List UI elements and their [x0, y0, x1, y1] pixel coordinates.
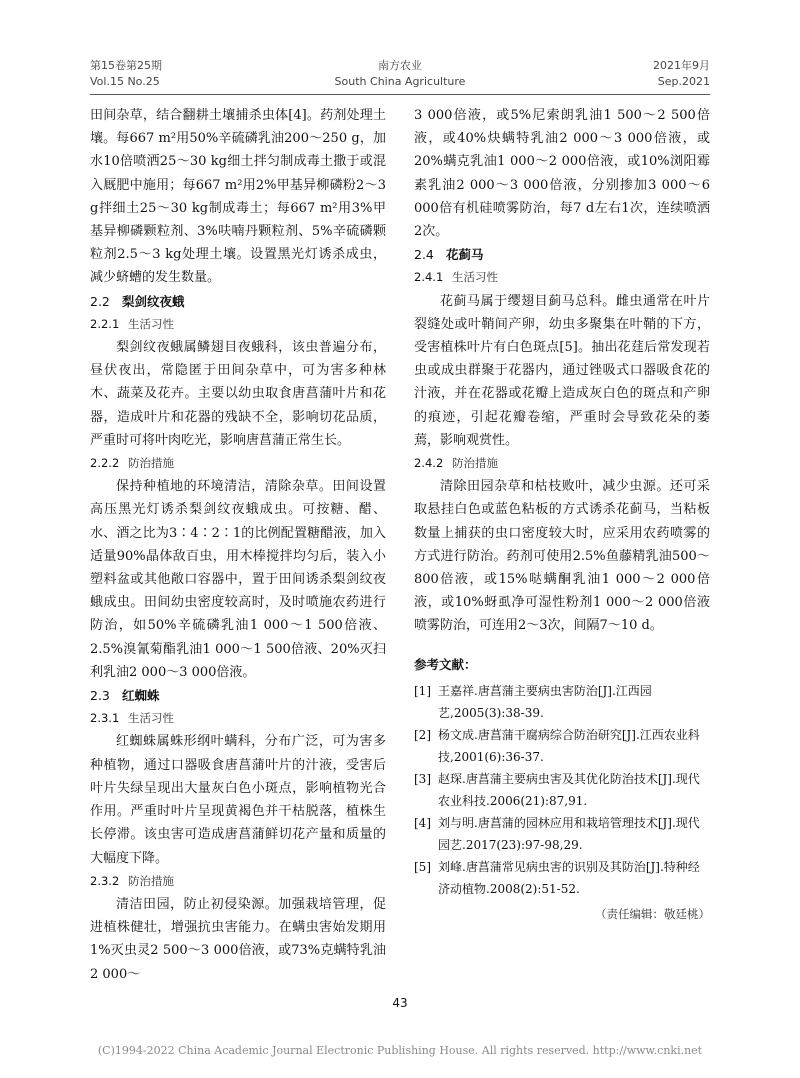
reference-number: [2]: [414, 727, 431, 742]
date-en: Sep.2021: [657, 75, 710, 88]
subsection-number: 2.4.1: [414, 270, 444, 285]
subsection-number: 2.3.1: [90, 711, 120, 726]
issue-cn: 第15卷第25期: [90, 59, 162, 72]
section-heading-2-2: [90, 290, 386, 313]
section-heading-2-4: [414, 243, 710, 266]
reference-number: [4]: [414, 815, 431, 830]
paragraph: 花蓟马属于缨翅目蓟马总科。雌虫通常在叶片裂缝处或叶鞘间产卵，幼虫多聚集在叶鞘的下方，受害植株叶片有白色斑点[5]。抽出花莛后常发现若虫或成虫群聚于花器内，通过锉吸式口器吸食花的汁液，并在花器或花瓣上造成灰白色的斑点和产卵的痕迹，引起花瓣卷缩，严重时会导致花朵的萎蔫，影响观赏性。: [414, 293, 710, 448]
subsection-heading-2-3-1: [90, 707, 386, 730]
paragraph: 3 000倍液，或5%尼索朗乳油1 500～2 500倍液，或40%炔螨特乳油2 000～3 000倍液，或20%螨克乳油1 000～2 000倍液，或10%浏阳霉素乳油2 000～3 000倍液，分别掺加3 000～6 000倍有机硅喷雾防治，每7 d左右1次，连续喷洒2次。: [414, 108, 710, 240]
responsible-editor: （责任编辑：敬廷桃）: [595, 906, 710, 921]
paragraph: 田间杂草，结合翻耕土壤捕杀虫体[4]。药剂处理土壤。每667 m²用50%辛硫磷乳油200～250 g，加水10倍喷洒25～30 kg细土拌匀制成毒土撒于或混入厩肥中施用；每667 m²用2%甲基异柳磷粉2～3 g拌细土25～30 kg制成毒土；每667 m²用3%甲基异柳磷颗粒剂、3%呋喃丹颗粒剂、5%辛硫磷颗粒剂2.5～3 kg处理土壤。设置黑光灯诱杀成虫，减少蛴螬的发生数量。: [90, 108, 386, 286]
paragraph: 保持种植地的环境清洁，清除杂草。田间设置高压黑光灯诱杀梨剑纹夜蛾成虫。可按糖、醋、水、酒之比为3∶4∶2∶1的比例配置糖醋液，加入适量90%晶体敌百虫，用木棒搅拌均匀后，装入小塑料盆或其他敞口容器中，置于田间诱杀梨剑纹夜蛾成虫。田间幼虫密度较高时，及时喷施农药进行防治，如50%辛硫磷乳油1 000～1 500倍液、2.5%溴氰菊酯乳油1 000～1 500倍液、20%灭扫利乳油2 000～3 000倍液。: [90, 479, 386, 680]
issue-en: Vol.15 No.25: [90, 75, 160, 88]
subsection-number: 2.2.1: [90, 316, 120, 331]
section-number: 2.3: [90, 688, 110, 704]
subsection-title: 生活习性: [128, 711, 174, 726]
subsection-title: 生活习性: [452, 270, 498, 285]
section-title: 花蓟马: [446, 247, 484, 263]
references: [414, 654, 710, 926]
right-column: [414, 104, 710, 926]
paragraph: 清洁田园，防止初侵染源。加强栽培管理，促进植株健壮，增强抗虫害能力。在螨虫害始发期用1%灭虫灵2 500～3 000倍液，或73%克螨特乳油2 000～: [90, 896, 386, 982]
paragraph: 红蜘蛛属蛛形纲叶螨科，分布广泛，可为害多种植物，通过口器吸食唐菖蒲叶片的汁液，受害后叶片失绿呈现出大量灰白色小斑点，影响植物光合作用。严重时叶片呈现黄褐色并干枯脱落，植株生长停滞。该虫害可造成唐菖蒲鲜切花产量和质量的大幅度下降。: [90, 734, 386, 866]
reference-item: [414, 768, 710, 812]
references-title: 参考文献：: [414, 656, 477, 672]
left-column: [90, 104, 386, 986]
reference-text: 刘峰.唐菖蒲常见病虫害的识别及其防治[J].特种经济动植物.2008(2):51-52.: [438, 859, 700, 896]
reference-text: 王嘉祥.唐菖蒲主要病虫害防治[J].江西园艺,2005(3):38-39.: [438, 683, 652, 720]
reference-text: 刘与明.唐菖蒲的园林应用和栽培管理技术[J].现代园艺.2017(23):97-98,29.: [438, 815, 700, 852]
subsection-heading-2-2-2: [90, 452, 386, 475]
section-number: 2.2: [90, 293, 110, 309]
journal-name-cn: 南方农业: [378, 59, 422, 72]
reference-text: 赵琛.唐菖蒲主要病虫害及其优化防治技术[J].现代农业科技.2006(21):87,91.: [438, 771, 700, 808]
subsection-number: 2.4.2: [414, 456, 444, 471]
section-title: 梨剑纹夜蛾: [122, 293, 185, 309]
reference-item: [414, 812, 710, 856]
journal-name-en: South China Agriculture: [334, 75, 466, 88]
date-cn: 2021年9月: [653, 59, 710, 72]
reference-item: [414, 856, 710, 900]
subsection-heading-2-3-2: [90, 870, 386, 893]
journal-date: [653, 58, 710, 90]
reference-item: [414, 680, 710, 724]
reference-number: [5]: [414, 859, 431, 874]
reference-item: [414, 724, 710, 768]
section-number: 2.4: [414, 247, 434, 263]
subsection-heading-2-2-1: [90, 313, 386, 336]
subsection-number: 2.2.2: [90, 456, 120, 471]
subsection-title: 生活习性: [128, 316, 174, 331]
reference-number: [1]: [414, 683, 431, 698]
section-heading-2-3: [90, 684, 386, 707]
subsection-heading-2-4-2: [414, 452, 710, 475]
header-divider: [90, 94, 710, 95]
page-number: 43: [392, 996, 408, 1010]
subsection-number: 2.3.2: [90, 873, 120, 888]
section-title: 红蜘蛛: [122, 688, 160, 704]
paragraph: 清除田园杂草和枯枝败叶，减少虫源。还可采取悬挂白色或蓝色粘板的方式诱杀花蓟马，当粘板数量上捕获的虫口密度较大时，应采用农药喷雾的方式进行防治。药剂可使用2.5%鱼藤精乳油500～800倍液，或15%哒螨酮乳油1 000～2 000倍液，或10%蚜虱净可湿性粉剂1 000～2 000倍液喷雾防治，可连用2～3次，间隔7～10 d。: [414, 479, 710, 634]
subsection-title: 防治措施: [128, 456, 174, 471]
reference-text: 杨文成.唐菖蒲干腐病综合防治研究[J].江西农业科技,2001(6):36-37.: [438, 727, 700, 764]
reference-number: [3]: [414, 771, 431, 786]
subsection-title: 防治措施: [452, 456, 498, 471]
paragraph: 梨剑纹夜蛾属鳞翅目夜蛾科，该虫普遍分布，昼伏夜出，常隐匿于田间杂草中，可为害多种林木、蔬菜及花卉。主要以幼虫取食唐菖蒲叶片和花器，造成叶片和花器的残缺不全，影响切花品质，严重时可将叶肉吃光，影响唐菖蒲正常生长。: [90, 340, 386, 448]
subsection-heading-2-4-1: [414, 266, 710, 289]
copyright-notice: (C)1994-2022 China Academic Journal Electronic Publishing House. All rights reserved. http://www.cnki.net: [97, 1044, 703, 1057]
subsection-title: 防治措施: [128, 873, 174, 888]
